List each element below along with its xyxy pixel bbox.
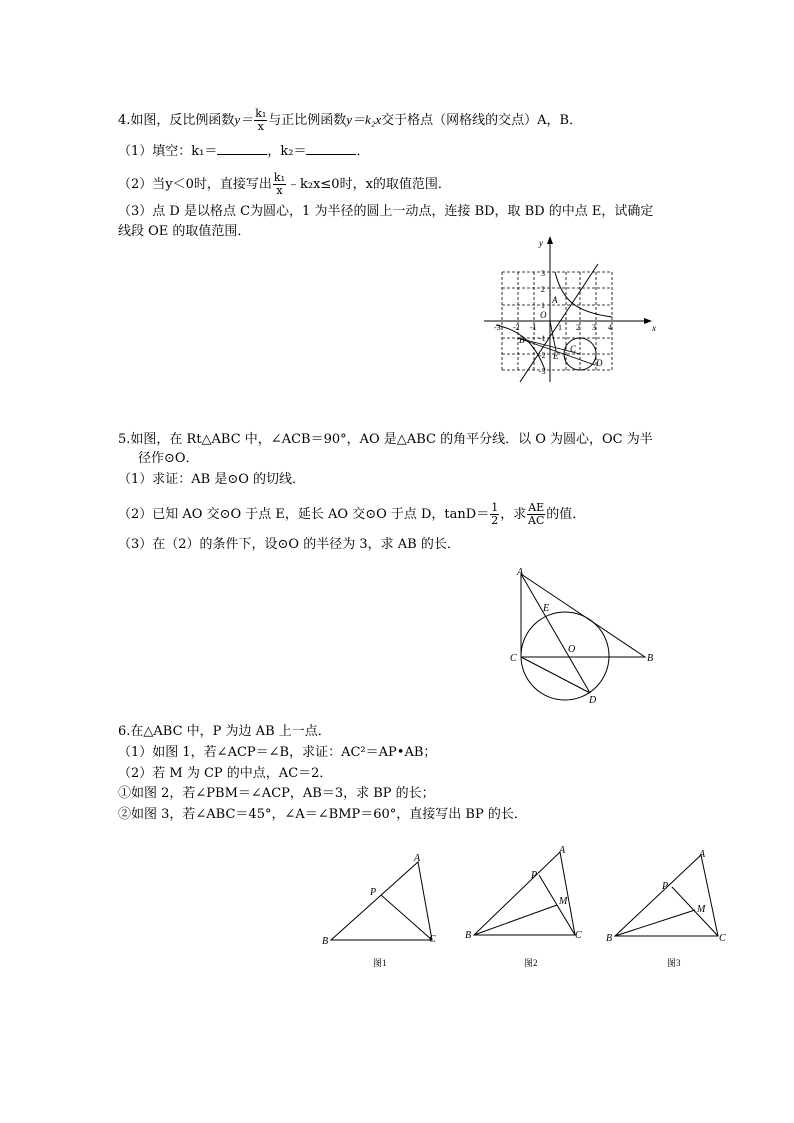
tick-y-1: 1: [541, 301, 545, 310]
x-axis-label: x: [652, 323, 656, 333]
q5-label-d: D: [589, 695, 597, 706]
q5-label-e: E: [543, 603, 550, 614]
fig2-label-m: M: [559, 896, 568, 907]
q5-g-den: AC: [528, 514, 545, 527]
answer-blank-k1[interactable]: [217, 143, 267, 155]
fig2-label-c: C: [575, 930, 582, 941]
fig1-caption: 图1: [373, 958, 387, 968]
q4-y-eq2: y＝k₂x: [346, 112, 382, 127]
q4-p2-c: ﹣k₂x≤0时，x的取值范围．: [286, 177, 451, 192]
q4-f2-den: x: [276, 184, 283, 197]
q6-line2: （1）如图 1，若∠ACP＝∠B，求证：AC²＝AP•AB；: [118, 745, 437, 760]
q4-line1: [118, 108, 582, 133]
q4-fraction-1: [254, 108, 267, 133]
fig3-label-b: B: [606, 933, 613, 944]
fig1-label-a: A: [414, 853, 421, 864]
q4-p1-a: （1）填空：k₁＝: [118, 144, 218, 159]
fig2-segment-bm: [474, 905, 557, 935]
tick-x-2: 2: [576, 323, 580, 332]
tick-x-neg3: -3: [494, 323, 501, 332]
q5-label-c: C: [510, 653, 517, 664]
q5-p2-a: （2）已知 AO 交⊙O 于点 E，延长 AO 交⊙O 于点 D，tanD＝: [118, 507, 490, 522]
fig2-triangle: [474, 852, 575, 935]
q5-label-a: A: [517, 567, 524, 578]
tick-y-2: 2: [541, 285, 545, 294]
tick-x-4: 4: [608, 323, 612, 332]
q5-g-num: AE: [528, 501, 545, 514]
q5-line1: 5.如图，在 Rt△ABC 中，∠ACB＝90°，AO 是△ABC 的角平分线．以 O 为圆心，OC 为半: [118, 432, 653, 447]
q4-part1: [118, 143, 369, 160]
q4-lead: 4.如图，反比例函数: [118, 113, 235, 128]
point-a-label: A: [552, 295, 558, 305]
circle-o: [521, 612, 609, 700]
hyperbola-branch-q3: [496, 325, 545, 370]
point-b-label: B: [519, 335, 525, 345]
answer-blank-k2[interactable]: [306, 143, 356, 155]
q5-fraction-tan: [490, 502, 499, 527]
q5-part3: （3）在（2）的条件下，设⊙O 的半径为 3，求 AB 的长．: [118, 537, 460, 552]
q4-p1-c: ．: [356, 144, 370, 159]
fig2-label-a: A: [559, 845, 566, 856]
q4-p2-b: y＜0时，直接写出: [165, 177, 272, 192]
q4-tail: 交于格点（网格线的交点）A，B．: [381, 113, 583, 128]
x-axis-arrow: [644, 318, 652, 324]
fig3-segment-bm: [615, 910, 695, 936]
q6-line4: ①如图 2，若∠PBM＝∠ACP，AB＝3，求 BP 的长；: [118, 786, 435, 801]
tick-x-3: 3: [592, 323, 596, 332]
q4-y-eq1: y＝: [234, 112, 254, 127]
tick-x-1: 1: [558, 323, 562, 332]
q5-part2: [118, 502, 585, 527]
fig3-label-m: M: [697, 904, 706, 915]
fig2-label-b: B: [465, 930, 472, 941]
fig1-triangle: [331, 862, 432, 940]
tick-x-neg2: -2: [513, 323, 520, 332]
q6-line3: （2）若 M 为 CP 的中点，AC＝2．: [118, 766, 333, 781]
q4-mid: 与正比例函数: [268, 113, 347, 128]
fig1-label-c: C: [429, 934, 436, 945]
q5-label-b: B: [647, 653, 654, 664]
tick-x-neg1: -1: [530, 323, 537, 332]
q5-fraction-ratio: [527, 502, 545, 527]
q6-line5: ②如图 3，若∠ABC＝45°，∠A＝∠BMP＝60°，直接写出 BP 的长．: [118, 807, 527, 822]
q6-figure-3: [600, 844, 735, 975]
fig1-segment-pc: [381, 895, 432, 940]
q5-part1: （1）求证：AB 是⊙O 的切线．: [118, 472, 306, 487]
fig1-label-b: B: [322, 936, 329, 947]
fig3-label-p: P: [662, 881, 669, 892]
q5-f-num: 1: [491, 501, 499, 514]
fig1-label-p: P: [370, 887, 377, 898]
y-axis-arrow: [547, 236, 553, 244]
fig3-segment-pc: [672, 887, 718, 936]
fig2-label-p: P: [531, 870, 538, 881]
q4-part3-line2: 线段 OE 的取值范围．: [118, 224, 251, 239]
fig3-label-a: A: [699, 849, 706, 860]
tick-y-neg3: -3: [539, 367, 546, 376]
q5-p2-b: ，求: [500, 507, 527, 522]
fig3-caption: 图3: [667, 958, 681, 968]
q5-line2: 径作⊙O．: [138, 451, 199, 466]
q5-label-o: O: [568, 644, 576, 655]
fig2-caption: 图2: [524, 958, 538, 968]
q4-p1-b: ，k₂＝: [267, 144, 307, 159]
triangle-abc: [521, 574, 645, 657]
tick-y-neg2: -2: [539, 351, 546, 360]
tick-y-3: 3: [541, 269, 545, 278]
hyperbola-branch-q1: [555, 272, 612, 317]
q4-coordinate-figure: [480, 232, 665, 382]
tick-y-neg1: -1: [539, 334, 546, 343]
point-c-label: C: [570, 344, 577, 354]
q4-f1-num: k₁: [255, 107, 267, 120]
point-d-label: D: [596, 358, 603, 368]
q5-circle-figure: [500, 562, 665, 707]
q4-part2: [118, 172, 451, 197]
q5-f-den: 2: [491, 514, 499, 527]
q4-p2-a: （2）当: [118, 177, 166, 192]
q6-line1: 6.在△ABC 中，P 为边 AB 上一点．: [118, 724, 331, 739]
y-axis-label: y: [539, 238, 543, 248]
q4-part3-line1: （3）点 D 是以格点 C为圆心，1 为半径的圆上一动点，连接 BD，取 BD 的中点 E，试确定: [118, 204, 654, 219]
fig3-triangle: [615, 855, 718, 936]
q4-f2-num: k₁: [273, 171, 285, 184]
q6-figure-2: [460, 842, 595, 975]
point-e-label: E: [553, 351, 559, 361]
q6-figure-1: [320, 850, 450, 975]
q4-f1-den: x: [257, 120, 264, 133]
fig3-label-c: C: [719, 933, 726, 944]
q4-fraction-2: [273, 172, 286, 197]
origin-label: O: [540, 310, 547, 320]
q5-p2-c: 的值．: [546, 507, 586, 522]
